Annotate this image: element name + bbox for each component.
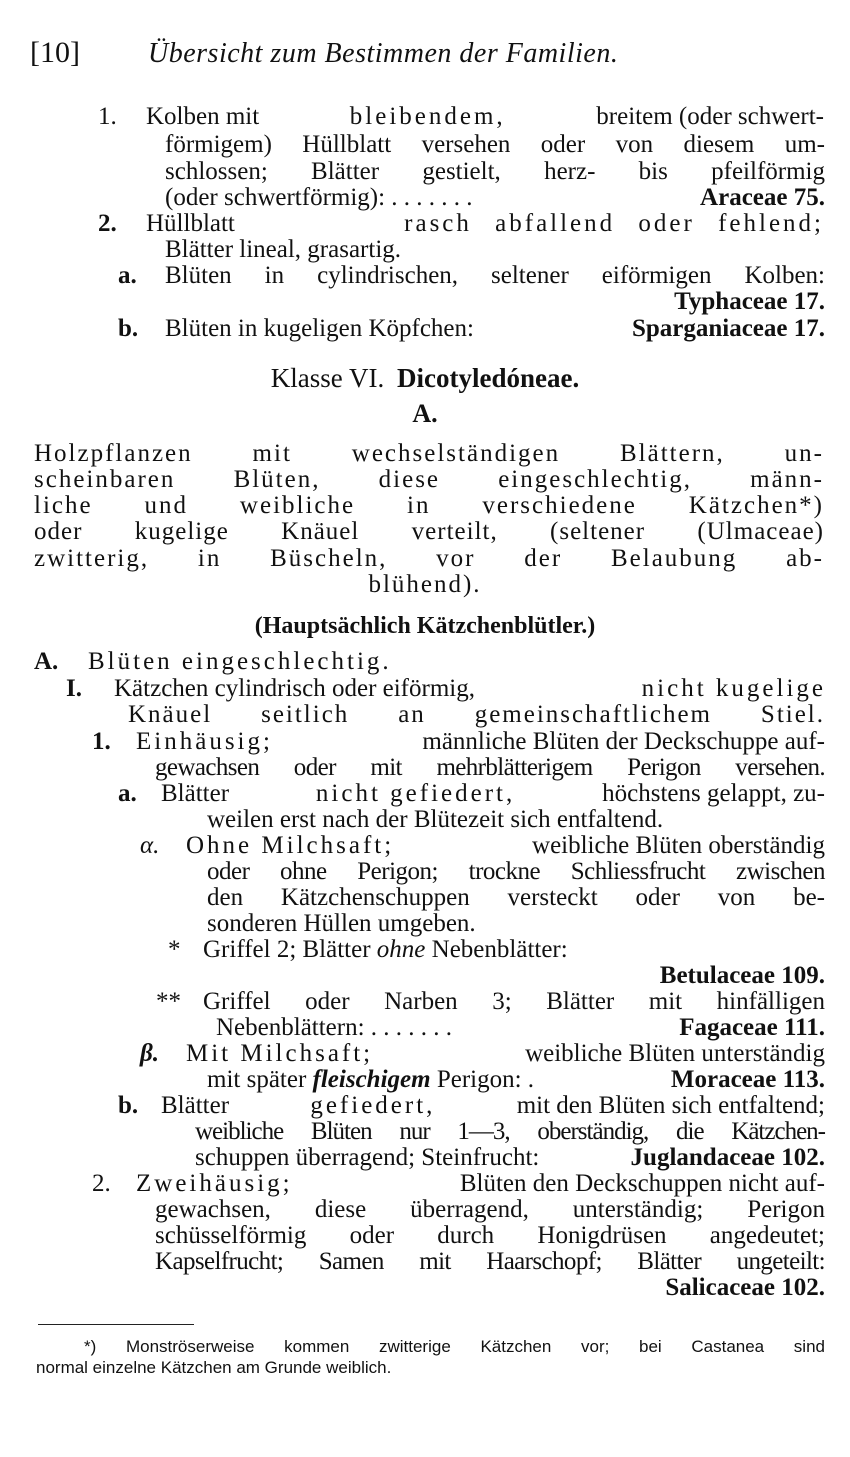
key-text-line: weilen erst nach der Blütezeit sich entfaltend.: [207, 806, 664, 833]
family-name: Typhaceae 17.: [674, 288, 825, 315]
key-text-line: förmigem) Hüllblatt versehen oder von diesem um-: [165, 131, 825, 158]
key-text-line: Blätter lineal, grasartig.: [165, 236, 402, 263]
spaced-text: nicht gefiedert,: [315, 780, 516, 807]
key-text-line: schüsselförmig oder durch Honigdrüsen angedeutet;: [155, 1222, 825, 1249]
key-text-line: [161, 780, 825, 808]
key-text-line: [195, 1144, 825, 1172]
key-text-line: oder ohne Perigon; trockne Schliessfrucht zwischen: [207, 858, 825, 885]
family-name: Juglandaceae 102.: [630, 1144, 825, 1171]
text-span: mit den Blüten sich entfaltend;: [516, 1092, 825, 1119]
key-number: I.: [66, 675, 82, 702]
section-letter: A.: [412, 399, 438, 428]
key-text-line: [146, 103, 824, 131]
key-text-line: Griffel oder Narben 3; Blätter mit hinfälligen: [203, 988, 825, 1015]
text-span: Griffel 2; Blätter: [203, 936, 371, 963]
key-greek: β.: [140, 1040, 160, 1067]
spaced-text: Einhäusig;: [136, 728, 273, 755]
family-name: Betulaceae 109.: [659, 962, 825, 989]
emphasis-text: ohne: [376, 936, 426, 963]
footnote-line: normal einzelne Kätzchen am Grunde weiblich.: [36, 1358, 392, 1377]
text-span: Blätter: [161, 780, 230, 807]
key-text-line: [146, 210, 824, 238]
key-text-line: [165, 315, 825, 343]
text-span: Perigon: .: [436, 1066, 535, 1093]
class-heading: [0, 362, 850, 394]
key-text-line: [186, 1040, 825, 1068]
key-text-line: [114, 675, 826, 703]
family-name: Sparganiaceae 17.: [631, 315, 825, 342]
key-text-line: [136, 728, 825, 756]
key-text-line: [203, 936, 568, 964]
key-letter: a.: [118, 262, 137, 289]
key-star: *: [168, 936, 181, 963]
key-letter: a.: [118, 780, 137, 807]
key-number: 2.: [98, 210, 117, 237]
spaced-text: rasch abfallend oder fehlend;: [404, 210, 824, 237]
key-text-line: [136, 1170, 825, 1198]
key-letter: b.: [118, 315, 139, 342]
key-text-line: schlossen; Blätter gestielt, herz- bis pfeilförmig: [165, 158, 825, 185]
subheading: (Hauptsächlich Kätzchenblütler.): [254, 613, 596, 639]
text-span: Nebenblättern: . . . . . . .: [216, 1014, 453, 1041]
running-header: Übersicht zum Bestimmen der Familien.: [148, 38, 619, 69]
key-letter: b.: [118, 1092, 139, 1119]
key-text-line: Knäuel seitlich an gemeinschaftlichem Stiel.: [128, 701, 825, 728]
footnote-line: *) Monströserweise kommen zwitterige Kätzchen vor; bei Castanea sind: [84, 1337, 825, 1356]
text-span: weibliche Blüten oberständig: [532, 832, 825, 859]
text-span: männliche Blüten der Deckschuppe auf-: [422, 728, 825, 755]
text-span: Blüten den Deckschuppen nicht auf-: [459, 1170, 825, 1197]
family-name: Moraceae 113.: [670, 1066, 825, 1093]
class-name: Dicotyledóneae.: [397, 363, 580, 393]
key-text-line: [165, 184, 825, 212]
page-number: [10]: [30, 36, 80, 69]
spaced-text: bleibendem,: [349, 103, 506, 130]
spaced-text: gefiedert,: [310, 1092, 436, 1119]
intro-line: liche und weibliche in verschiedene Kätzchen*): [34, 492, 824, 519]
key-number: 1.: [92, 728, 111, 755]
footnote-rule: [38, 1324, 194, 1325]
family-name: Salicaceae 102.: [665, 1274, 825, 1301]
text-span: mit später: [207, 1066, 307, 1093]
spaced-text: Ohne Milchsaft;: [186, 832, 395, 859]
key-greek: α.: [140, 832, 160, 859]
key-text-line: den Kätzchenschuppen versteckt oder von be-: [207, 884, 825, 911]
class-prefix: Klasse VI.: [270, 363, 385, 393]
key-text-line: Blüten in cylindrischen, seltener eiförmigen Kolben:: [165, 262, 825, 289]
key-text-line: [161, 1092, 825, 1120]
key-text-line: gewachsen, diese überragend, unterständig; Perigon: [155, 1196, 825, 1223]
intro-line: blühend).: [368, 571, 482, 598]
spaced-text: Mit Milchsaft;: [186, 1040, 374, 1067]
text-span: weibliche Blüten unterständig: [525, 1040, 825, 1067]
text-span: Blüten in kugeligen Köpfchen:: [165, 315, 474, 342]
text-span: Blätter: [161, 1092, 230, 1119]
text-span: Kolben mit: [146, 103, 260, 130]
emphasis-text: fleischigem: [312, 1066, 431, 1093]
text-span: Kätzchen cylindrisch oder eiförmig,: [114, 675, 475, 702]
key-text-line: [207, 1066, 825, 1094]
intro-line: scheinbaren Blüten, diese eingeschlechtig, männ-: [34, 466, 824, 493]
key-text-line: Blüten eingeschlechtig.: [88, 648, 392, 675]
text-span: höchstens gelappt, zu-: [602, 780, 825, 807]
key-text-line: sonderen Hüllen umgeben.: [207, 910, 476, 937]
intro-line: zwitterig, in Büscheln, vor der Belaubung ab-: [34, 545, 824, 572]
key-letter: A.: [34, 648, 59, 675]
family-name: Fagaceae 111.: [679, 1014, 825, 1041]
key-text-line: [186, 832, 825, 860]
text-span: Nebenblätter:: [431, 936, 568, 963]
text-span: breitem (oder schwert-: [596, 103, 824, 130]
intro-line: Holzpflanzen mit wechselständigen Blättern, un-: [34, 440, 824, 467]
family-name: Araceae 75.: [700, 184, 825, 211]
key-text-line: gewachsen oder mit mehrblätterigem Perigon versehen.: [155, 754, 825, 781]
key-text-line: Kapselfrucht; Samen mit Haarschopf; Blätter ungeteilt:: [155, 1248, 825, 1275]
spaced-text: Zweihäusig;: [136, 1170, 293, 1197]
key-text-line: [216, 1014, 825, 1042]
key-star: **: [156, 988, 181, 1015]
intro-line: oder kugelige Knäuel verteilt, (seltener (Ulmaceae): [34, 518, 824, 545]
text-span: schuppen überragend; Steinfrucht:: [195, 1144, 540, 1171]
key-number: 1.: [98, 103, 117, 130]
key-text-line: weibliche Blüten nur 1—3, oberständig, die Kätzchen-: [195, 1118, 825, 1145]
spaced-text: nicht kugelige: [641, 675, 826, 702]
key-number: 2.: [92, 1170, 111, 1197]
text-span: Hüllblatt: [146, 210, 235, 237]
text-span: (oder schwertförmig): . . . . . . .: [165, 184, 473, 211]
